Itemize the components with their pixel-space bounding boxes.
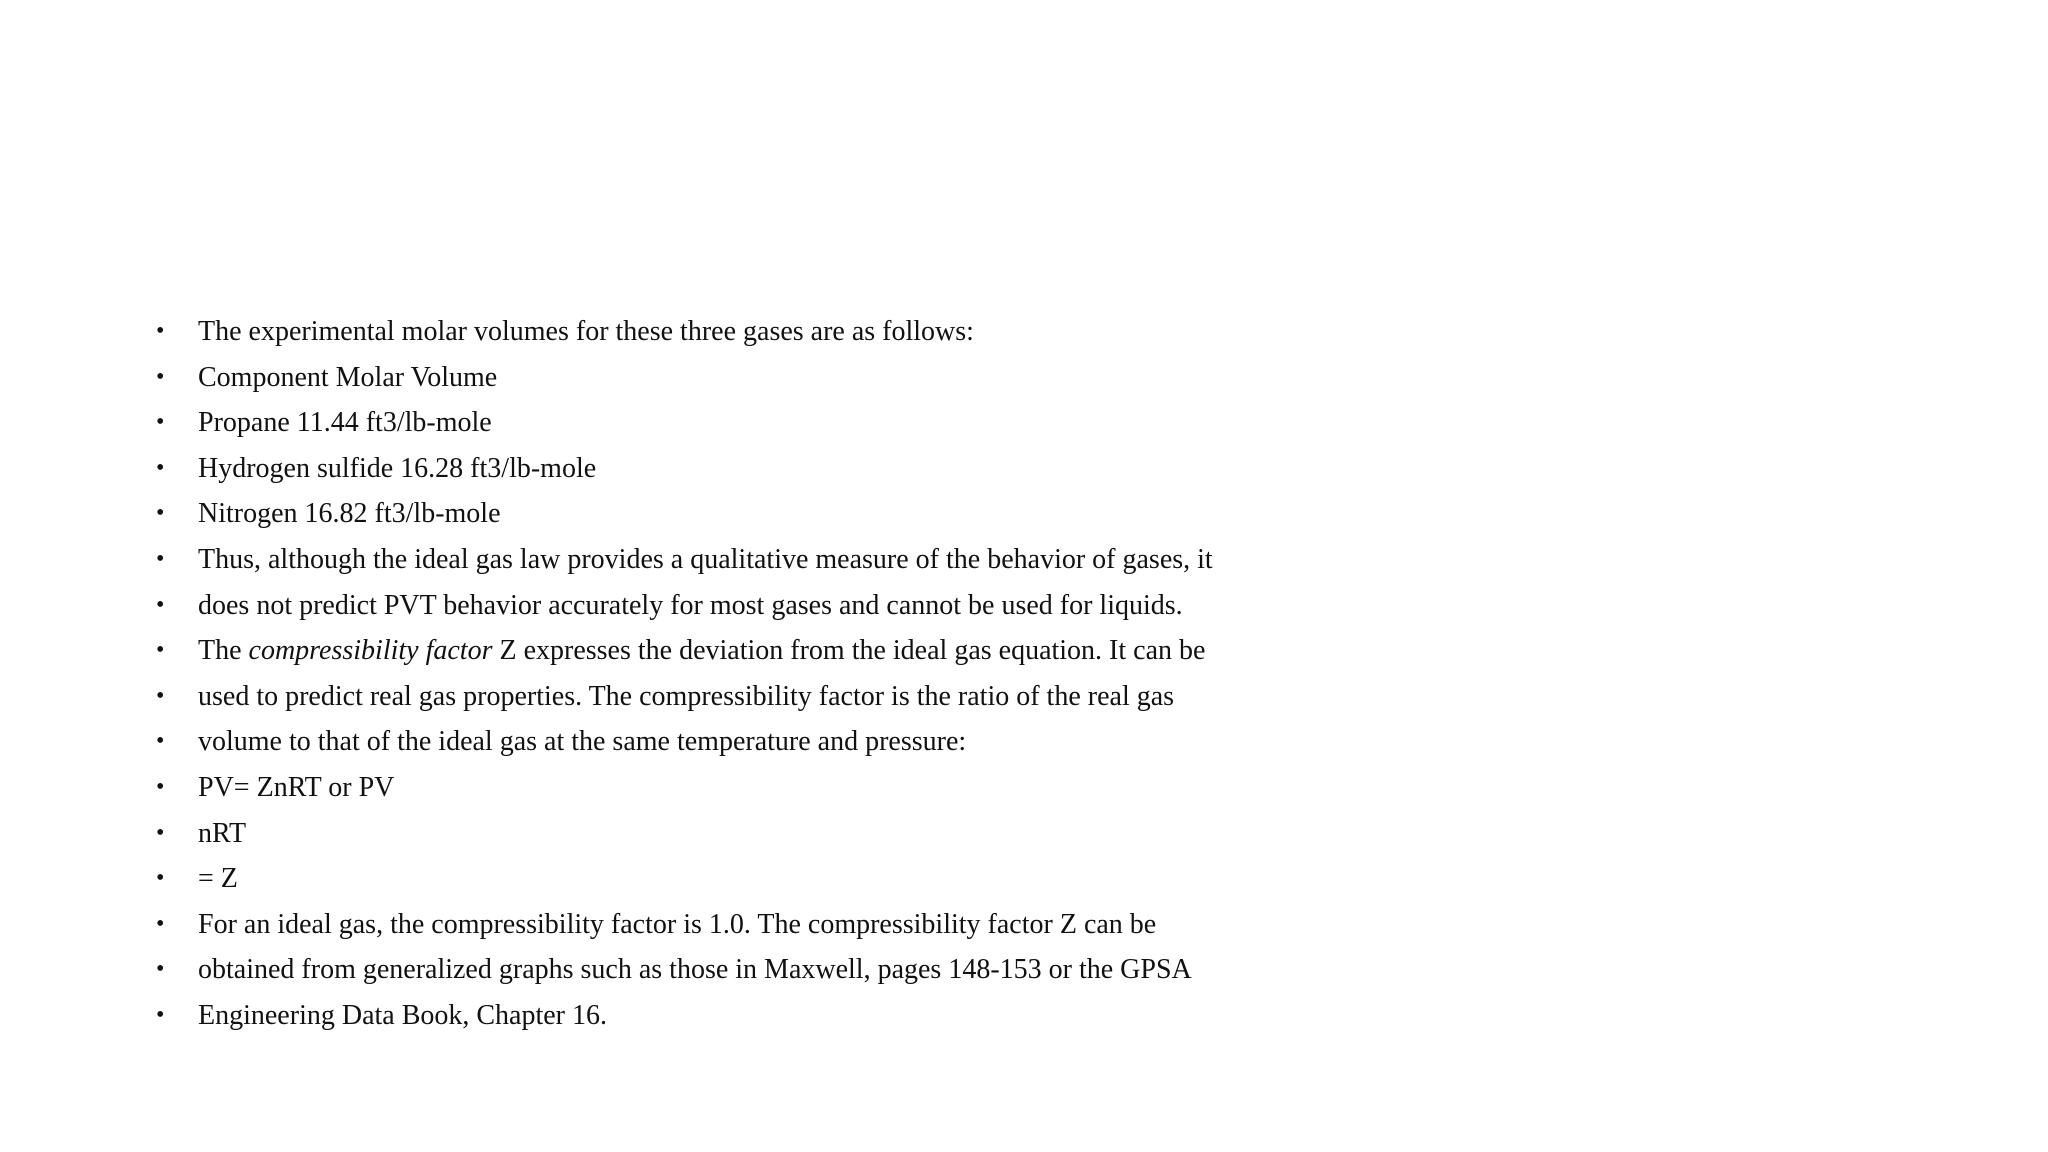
bullet-icon: •	[156, 728, 165, 755]
bullet-text: used to predict real gas properties. The compressibility factor is the ratio of the real gas	[198, 680, 1175, 712]
bullet-item	[150, 947, 1213, 993]
bullet-text: Nitrogen 16.82 ft3/lb-mole	[198, 498, 501, 530]
bullet-text: Propane 11.44 ft3/lb-mole	[198, 407, 492, 439]
bullet-item	[150, 765, 1213, 811]
bullet-icon: •	[156, 318, 165, 344]
bullet-text-after: Z expresses the deviation from the ideal gas equation. It can be	[492, 635, 1206, 667]
bullet-item	[150, 537, 1213, 583]
bullet-list	[150, 309, 1213, 1039]
bullet-item	[150, 309, 1213, 355]
bullet-icon: •	[156, 454, 165, 481]
bullet-item	[150, 491, 1213, 537]
compressibility-factor-term: compressibility factor	[248, 635, 493, 667]
bullet-item	[150, 674, 1213, 720]
bullet-text: obtained from generalized graphs such as those in Maxwell, pages 148-153 or the GPSA	[198, 954, 1192, 986]
bullet-icon: •	[156, 363, 165, 390]
bullet-item	[150, 993, 1213, 1039]
bullet-text: = Z	[198, 863, 238, 895]
bullet-text-before: The	[198, 635, 249, 667]
bullet-icon: •	[156, 500, 165, 527]
bullet-item	[150, 446, 1213, 492]
bullet-item	[150, 811, 1213, 857]
bullet-item	[150, 902, 1213, 948]
bullet-icon: •	[156, 773, 165, 800]
bullet-item	[150, 856, 1213, 902]
bullet-icon: •	[156, 1001, 165, 1028]
bullet-text	[198, 635, 1205, 666]
bullet-icon: •	[156, 865, 165, 892]
bullet-icon: •	[156, 409, 165, 436]
bullet-text: Hydrogen sulfide 16.28 ft3/lb-mole	[198, 452, 597, 484]
bullet-text: Component Molar Volume	[198, 361, 498, 393]
bullet-text: volume to that of the ideal gas at the same temperature and pressure:	[198, 726, 967, 758]
bullet-text: does not predict PVT behavior accurately for most gases and cannot be used for liquids.	[198, 589, 1183, 621]
bullet-item	[150, 628, 1213, 674]
bullet-icon: •	[156, 545, 165, 572]
bullet-icon: •	[156, 910, 165, 937]
bullet-item	[150, 719, 1213, 765]
bullet-text: Thus, although the ideal gas law provides a qualitative measure of the behavior of gases, it	[198, 543, 1213, 575]
bullet-icon: •	[156, 682, 165, 709]
bullet-icon: •	[156, 956, 165, 983]
bullet-text: The experimental molar volumes for these three gases are as follows:	[198, 316, 974, 347]
bullet-text: PV= ZnRT or PV	[198, 771, 395, 803]
bullet-icon: •	[156, 819, 165, 846]
bullet-icon: •	[156, 591, 165, 618]
bullet-item	[150, 355, 1213, 401]
bullet-item	[150, 583, 1213, 629]
bullet-icon: •	[156, 637, 165, 664]
bullet-text: nRT	[198, 817, 247, 849]
bullet-text: Engineering Data Book, Chapter 16.	[198, 999, 608, 1031]
bullet-text: For an ideal gas, the compressibility factor is 1.0. The compressibility factor Z can be	[198, 908, 1157, 940]
bullet-item	[150, 400, 1213, 446]
